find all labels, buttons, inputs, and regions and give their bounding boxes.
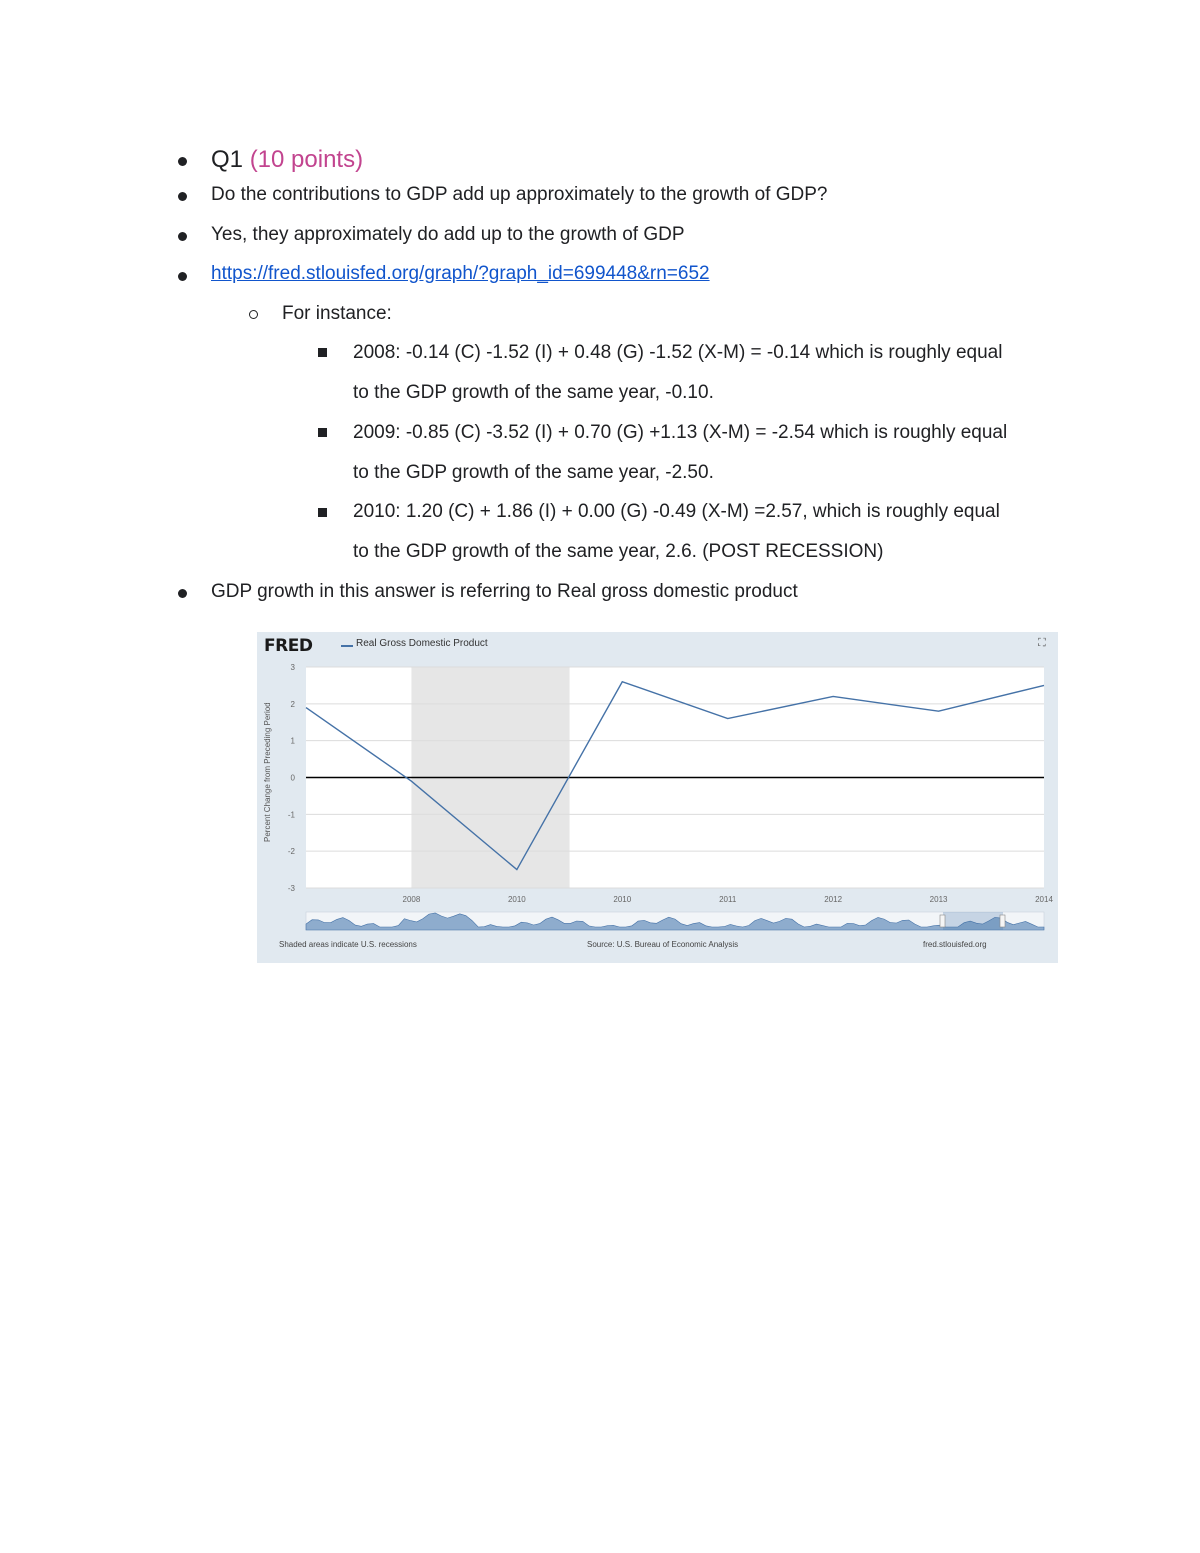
bullet-square-icon: [318, 428, 327, 437]
footer-site: fred.stlouisfed.org: [923, 940, 987, 949]
legend-label: Real Gross Domestic Product: [356, 638, 488, 649]
x-tick-label: 2008: [402, 895, 421, 904]
for-instance-label: For instance:: [282, 303, 392, 324]
y-tick-label: 0: [290, 773, 295, 783]
bullet-dot-icon: [178, 192, 187, 201]
answer-text: Yes, they approximately do add up to the growth of GDP: [211, 224, 685, 245]
item-2010-line1: 2010: 1.20 (C) + 1.86 (I) + 0.00 (G) -0.49 (X-M) =2.57, which is roughly equal: [353, 501, 1000, 522]
fred-chart: [257, 632, 1058, 963]
gdp-note-text: GDP growth in this answer is referring to Real gross domestic product: [211, 581, 798, 602]
expand-icon[interactable]: ⛶: [1038, 637, 1046, 649]
y-axis-label: Percent Change from Preceding Period: [263, 702, 272, 842]
y-tick-label: -2: [287, 847, 295, 857]
bullet-square-icon: [318, 348, 327, 357]
x-tick-label: 2010: [507, 895, 526, 904]
x-tick-label: 2010: [613, 895, 632, 904]
footer-recession-note: Shaded areas indicate U.S. recessions: [279, 940, 417, 949]
question-label: Q1: [211, 146, 244, 173]
x-tick-label: 2013: [929, 895, 948, 904]
question-points: (10 points): [249, 146, 364, 173]
item-2008-line1: 2008: -0.14 (C) -1.52 (I) + 0.48 (G) -1.52 (X-M) = -0.14 which is roughly equal: [353, 342, 1003, 363]
x-tick-label: 2014: [1035, 895, 1053, 904]
x-tick-label: 2011: [719, 895, 737, 904]
bullet-circle-icon: [249, 310, 258, 319]
range-selection: [943, 912, 1003, 930]
item-2009-line1: 2009: -0.85 (C) -3.52 (I) + 0.70 (G) +1.13 (X-M) = -2.54 which is roughly equal: [353, 422, 1008, 443]
footer-source: Source: U.S. Bureau of Economic Analysis: [587, 940, 739, 949]
y-tick-label: 1: [290, 736, 295, 746]
bullet-dot-icon: [178, 157, 187, 166]
y-tick-label: 2: [290, 699, 295, 709]
range-handle-right: [1000, 915, 1005, 927]
question-text: Do the contributions to GDP add up approximately to the growth of GDP?: [211, 184, 828, 205]
y-tick-label: -3: [287, 884, 295, 893]
bullet-dot-icon: [178, 589, 187, 598]
range-handle-left: [940, 915, 945, 927]
legend-swatch: [341, 645, 353, 647]
y-tick-label: 3: [290, 663, 295, 672]
fred-logo: FRED: [264, 636, 313, 656]
bullet-dot-icon: [178, 272, 187, 281]
y-tick-label: -1: [287, 810, 295, 820]
chart-svg: [257, 632, 1058, 963]
x-tick-label: 2012: [824, 895, 843, 904]
item-2008-line2: to the GDP growth of the same year, -0.10.: [353, 382, 714, 403]
bullet-square-icon: [318, 508, 327, 517]
item-2010-line2: to the GDP growth of the same year, 2.6. (POST RECESSION): [353, 541, 884, 562]
question-heading: [211, 145, 363, 175]
item-2009-line2: to the GDP growth of the same year, -2.50.: [353, 462, 714, 483]
bullet-dot-icon: [178, 232, 187, 241]
fred-graph-link[interactable]: https://fred.stlouisfed.org/graph/?graph_id=699448&rn=652: [211, 263, 710, 284]
